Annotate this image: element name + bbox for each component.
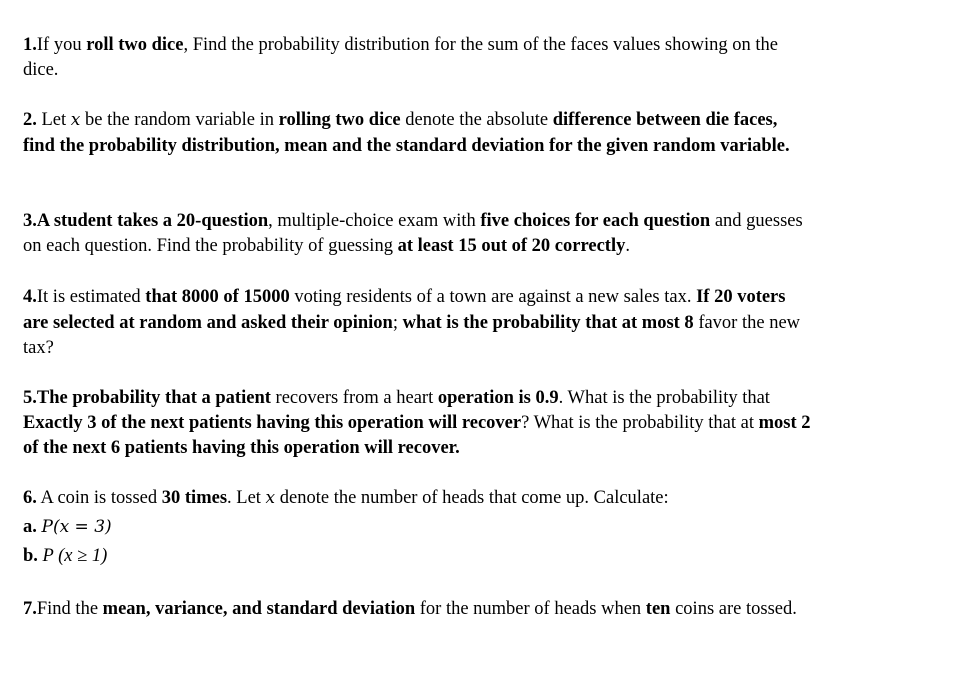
q6-part-a-label: a. — [23, 517, 37, 537]
q2-line1 — [23, 109, 777, 131]
q2-text: be the random variable in — [80, 110, 279, 130]
q5-line2 — [23, 412, 811, 434]
q6-part-b — [23, 545, 107, 567]
q6-part-b-label: b. — [23, 546, 38, 566]
q5-bold: of the next 6 patients having this operation will recover. — [23, 438, 460, 458]
q6-line1 — [23, 487, 669, 509]
q7-text: Find the — [36, 599, 103, 619]
q4-line1 — [23, 286, 785, 308]
q5-line1 — [23, 387, 770, 409]
q4-bold: If 20 voters — [696, 287, 786, 307]
q4-text: favor the new — [693, 313, 801, 333]
q3-number: 3. — [23, 211, 37, 231]
q6-part-b-expression: P (x ≥ 1) — [42, 546, 108, 566]
q5-bold: The probability that a patient — [36, 388, 271, 408]
q2-text: denote the absolute — [400, 110, 553, 130]
q5-bold: operation is 0.9 — [437, 388, 559, 408]
q6-part-a — [23, 516, 112, 538]
q5-bold: Exactly 3 of the next patients having this operation will recover — [23, 413, 522, 433]
q6-text: A coin is tossed — [36, 488, 162, 508]
q4-text: voting residents of a town are against a new sales tax. — [289, 287, 697, 307]
q1-text: If you — [36, 35, 87, 55]
q1-text: , Find the probability distribution for the sum of the faces values showing on the — [183, 35, 778, 55]
q5-text: recovers from a heart — [270, 388, 438, 408]
q3-text: , multiple-choice exam with — [268, 211, 481, 231]
q4-text: It is estimated — [36, 287, 146, 307]
q6-text: denote the number of heads that come up. Calculate: — [275, 488, 669, 508]
q7-text: coins are tossed. — [670, 599, 797, 619]
q2-bold: find the probability distribution, mean and the standard deviation for the given random variable. — [23, 136, 790, 156]
q5-text: . What is the probability that — [558, 388, 770, 408]
q7-bold: ten — [645, 599, 671, 619]
q2-line2 — [23, 135, 790, 157]
q1-line1 — [23, 34, 778, 56]
q3-line1 — [23, 210, 803, 232]
q4-bold: that 8000 of 15000 — [145, 287, 290, 307]
q6-number: 6. — [23, 488, 37, 508]
q1-bold: roll two dice — [86, 35, 184, 55]
q4-number: 4. — [23, 287, 37, 307]
q6-bold: 30 times — [161, 488, 228, 508]
q4-text: tax? — [23, 338, 54, 358]
q4-line2 — [23, 312, 800, 334]
q3-bold: at least 15 out of 20 correctly — [397, 236, 626, 256]
q7-line1 — [23, 598, 797, 620]
q4-bold: are selected at random and asked their opinion — [23, 313, 393, 333]
q4-bold: what is the probability that at most 8 — [402, 313, 694, 333]
q5-text: ? What is the probability that at — [521, 413, 759, 433]
q2-variable: x — [70, 110, 81, 130]
q7-text: for the number of heads when — [415, 599, 646, 619]
q3-bold: A student takes a 20-question — [36, 211, 269, 231]
q7-bold: mean, variance, and standard deviation — [102, 599, 416, 619]
q2-number: 2. — [23, 110, 37, 130]
q5-number: 5. — [23, 388, 37, 408]
q4-text: ; — [392, 313, 403, 333]
q1-number: 1. — [23, 35, 37, 55]
q6-variable: x — [265, 488, 276, 508]
q3-text: and guesses — [710, 211, 803, 231]
q4-line3 — [23, 337, 54, 359]
q7-number: 7. — [23, 599, 37, 619]
q3-bold: five choices for each question — [480, 211, 711, 231]
q6-text: . Let — [227, 488, 266, 508]
q5-bold: most 2 — [758, 413, 811, 433]
q3-text: on each question. Find the probability of guessing — [23, 236, 398, 256]
q5-line3 — [23, 437, 460, 459]
q3-line2 — [23, 235, 630, 257]
q2-text: Let — [36, 110, 71, 130]
q3-text: . — [625, 236, 630, 256]
q1-line2 — [23, 59, 58, 81]
q2-bold: rolling two dice — [278, 110, 401, 130]
q6-part-a-expression: P(x = 3) — [41, 517, 112, 537]
q2-bold: difference between die faces, — [552, 110, 778, 130]
q1-text: dice. — [23, 60, 59, 80]
